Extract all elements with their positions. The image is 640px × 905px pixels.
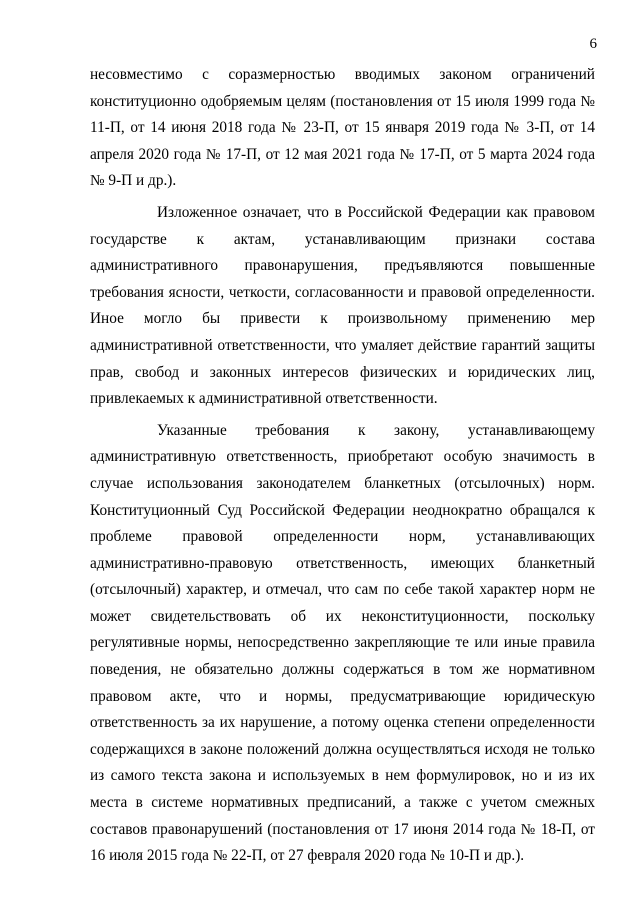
paragraph-blanket-norms: Указанные требования к закону, устанавливающему административную ответственность, приобретают особую значимость в случае использования законодателем бланкетных (отсылочных) норм. Конституционный Суд Российской Федерации неоднократно обращался к проблеме правовой определенности норм, устанавливающих административно-правовую ответственность, имеющих бланкетный (отсылочный) характер, и отмечал, что сам по себе такой характер норм не может свидетельствовать об их неконституционности, поскольку регулятивные нормы, непосредственно закрепляющие те или иные правила поведения, не обязательно должны содержаться в том же нормативном правовом акте, что и нормы, предусматривающие юридическую ответственность за их нарушение, а потому оценка степени определенности содержащихся в законе положений должна осуществляться исходя не только из самого текста закона и используемых в нем формулировок, но и из их места в системе нормативных предписаний, а также с учетом смежных составов правонарушений (постановления от 17 июня 2014 года № 18-П, от 16 июля 2015 года № 22-П, от 27 февраля 2020 года № 10-П и др.). — [90, 421, 595, 865]
paragraph-legal-certainty: Изложенное означает, что в Российской Федерации как правовом государстве к актам, устанавливающим признаки состава административного правонарушения, предъявляются повышенные требования ясности, четкости, согласованности и правовой определенности. Иное могло бы привести к произвольному применению мер административной ответственности, что умаляет действие гарантий защиты прав, свобод и законных интересов физических и юридических лиц, привлекаемых к административной ответственности. — [90, 203, 595, 408]
document-body — [90, 62, 595, 870]
page-number: 6 — [589, 36, 597, 52]
paragraph-continuation: несовместимо с соразмерностью вводимых законом ограничений конституционно одобряемым целям (постановления от 15 июля 1999 года № 11-П, от 14 июня 2018 года № 23-П, от 15 января 2019 года № 3-П, от 14 апреля 2020 года № 17-П, от 12 мая 2021 года № 17-П, от 5 марта 2024 года № 9-П и др.). — [90, 66, 595, 190]
